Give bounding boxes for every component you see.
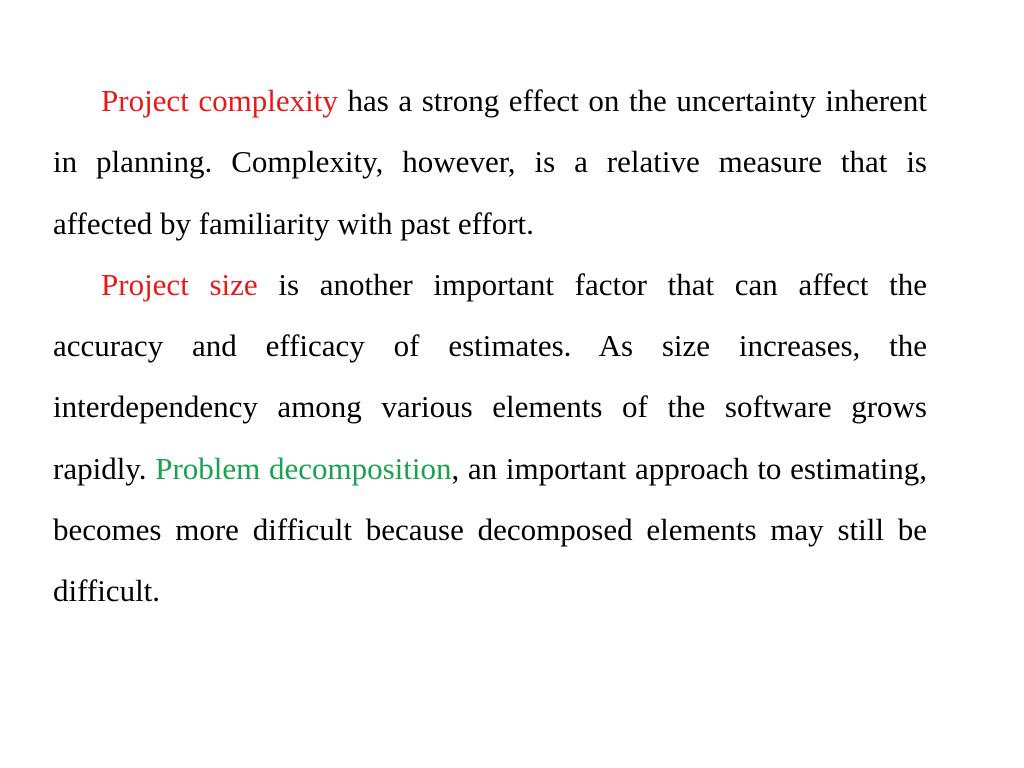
paragraph-project-size [53,254,927,622]
paragraph-1-text: has a strong effect on the uncertainty inherent in planning. Complexity, however, is a relative measure that is affected by familiarity with past effort. [53,83,927,241]
paragraph-project-complexity [53,70,927,254]
body-text [53,70,927,622]
paragraph-2-text-b: , an important approach to estimating, becomes more difficult because decomposed elements may still be difficult. [53,450,927,609]
term-project-size: Project size [101,266,258,302]
term-problem-decomposition: Problem decomposition [155,450,452,486]
paragraph-2-text-a: is another important factor that can affect the accuracy and efficacy of estimates. As size increases, the interdependency among various elements of the software grows rapidly. [53,266,927,486]
term-project-complexity: Project complexity [101,83,338,118]
